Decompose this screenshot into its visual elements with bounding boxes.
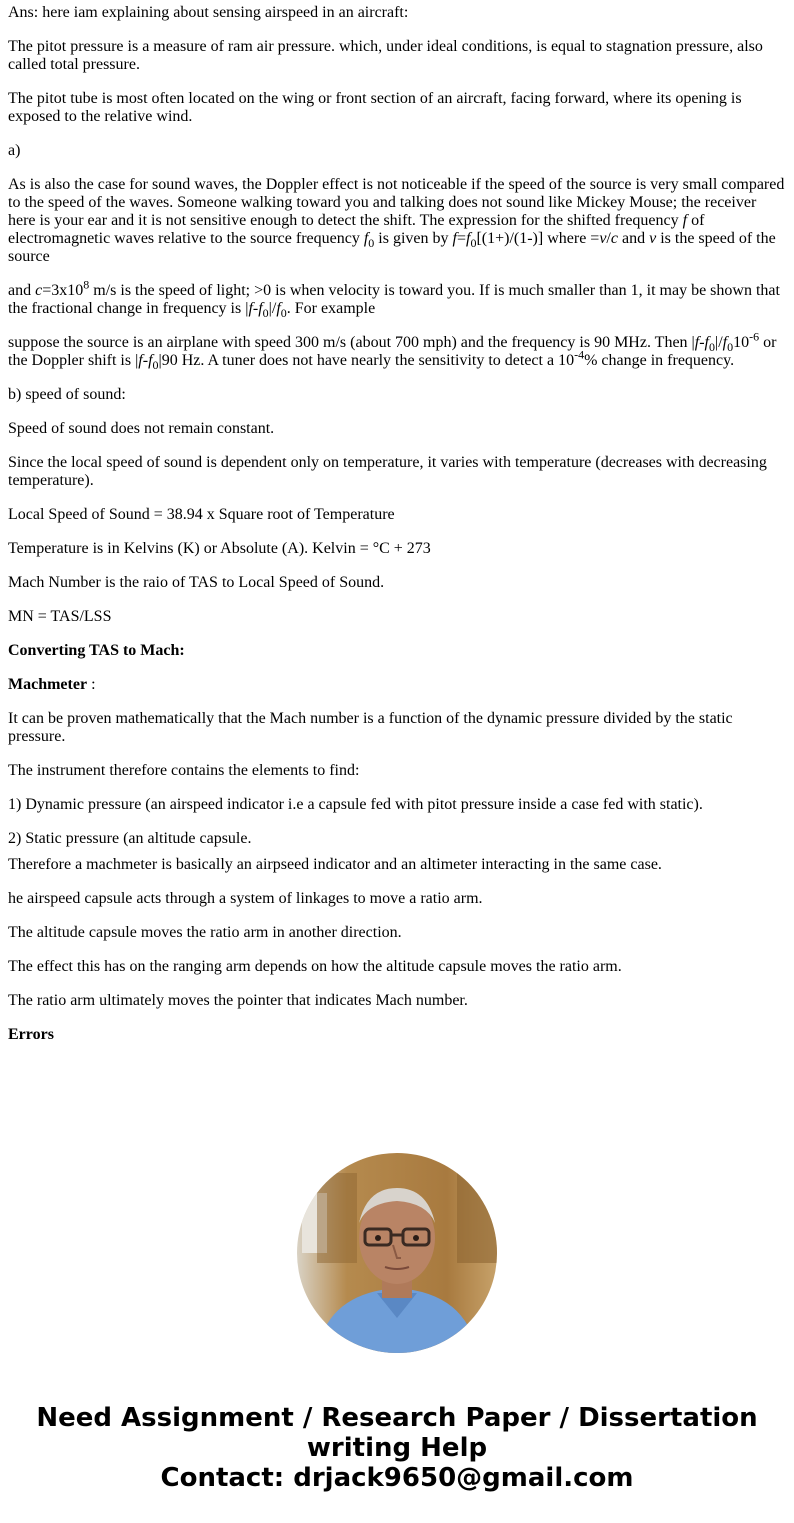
paragraph-mn-formula: MN = TAS/LSS: [8, 608, 112, 625]
paragraph-machmeter: Machmeter :: [8, 676, 96, 693]
author-photo-icon: [297, 1153, 497, 1353]
paragraph-airplane-example: suppose the source is an airplane with speed 300 m/s (about 700 mph) and the frequency is 90 MHz. Then $|f-f_0|/f_010^{-6}$ or the Doppler shift is $|f-f_0|90$ Hz. A tuner does not have nearly the sensitivity to detect a $10^{-4}\%$ change in frequency.: [8, 329, 777, 373]
footer-contact: Contact: drjack9650@gmail.com: [160, 1463, 634, 1493]
section-label-a: a): [8, 142, 21, 159]
list-item-static-pressure: 2) Static pressure (an altitude capsule.: [8, 830, 252, 847]
paragraph-mach-definition: Mach Number is the raio of TAS to Local Speed of Sound.: [8, 574, 385, 591]
paragraph-intro: Ans: here iam explaining about sensing airspeed in an aircraft:: [8, 4, 409, 21]
paragraph-sound-not-constant: Speed of sound does not remain constant.: [8, 420, 275, 437]
paragraph-temperature-dependence: Since the local speed of sound is dependent only on temperature, it varies with temperature (decreases with decreasing temperature).: [8, 454, 767, 489]
paragraph-lss-formula: Local Speed of Sound = 38.94 x Square root of Temperature: [8, 506, 395, 523]
author-photo-svg: [297, 1153, 497, 1353]
paragraph-pitot-pressure: The pitot pressure is a measure of ram air pressure. which, under ideal conditions, is equal to stagnation pressure, also called total pressure.: [8, 38, 763, 73]
paragraph-kelvin: Temperature is in Kelvins (K) or Absolute (A). Kelvin = °C + 273: [8, 540, 431, 557]
footer-line-2: writing Help: [306, 1433, 488, 1463]
footer-banner: [0, 1403, 794, 1493]
paragraph-speed-of-light: and $c=3x10^8$ m/s is the speed of light; >0 is when velocity is toward you. If is much smaller than 1, it may be shown that the fractional change in frequency is $|f-f_0|/f_0$. For example: [8, 277, 780, 321]
paragraph-machmeter-summary: Therefore a machmeter is basically an airpseed indicator and an altimeter interacting in the same case.: [8, 856, 662, 873]
heading-converting-tas: Converting TAS to Mach:: [8, 642, 185, 659]
paragraph-ratio-arm: The ratio arm ultimately moves the pointer that indicates Mach number.: [8, 992, 468, 1009]
heading-errors: Errors: [8, 1026, 54, 1043]
paragraph-doppler: As is also the case for sound waves, the Doppler effect is not noticeable if the speed of the source is very small compared to the speed of the waves. Someone walking toward you and talking does not sound like Mickey Mouse; the receiver here is your ear and it is not sensitive enough to detect the shift. The expression for the shifted frequency f of electromagnetic waves relative to the source frequency $f_0$ is given by $f=f_0[(1+)/(1-)]$ where =v/c and v is the speed of the source: [8, 176, 785, 265]
footer-line-1: Need Assignment / Research Paper / Dissertation: [36, 1403, 758, 1433]
paragraph-ranging-arm: The effect this has on the ranging arm depends on how the altitude capsule moves the ratio arm.: [8, 958, 622, 975]
heading-machmeter: Machmeter: [8, 676, 88, 693]
paragraph-pitot-tube: The pitot tube is most often located on the wing or front section of an aircraft, facing forward, where its opening is exposed to the relative wind.: [8, 90, 742, 125]
paragraph-altitude-capsule: The altitude capsule moves the ratio arm in another direction.: [8, 924, 402, 941]
paragraph-instrument-elements: The instrument therefore contains the elements to find:: [8, 762, 360, 779]
article-body: [8, 4, 786, 1060]
list-item-dynamic-pressure: 1) Dynamic pressure (an airspeed indicator i.e a capsule fed with pitot pressure inside a case fed with static).: [8, 796, 703, 813]
paragraph-airspeed-capsule: he airspeed capsule acts through a system of linkages to move a ratio arm.: [8, 890, 483, 907]
section-label-b: b) speed of sound:: [8, 386, 126, 403]
paragraph-mach-function: It can be proven mathematically that the Mach number is a function of the dynamic pressure divided by the static pressure.: [8, 710, 733, 745]
